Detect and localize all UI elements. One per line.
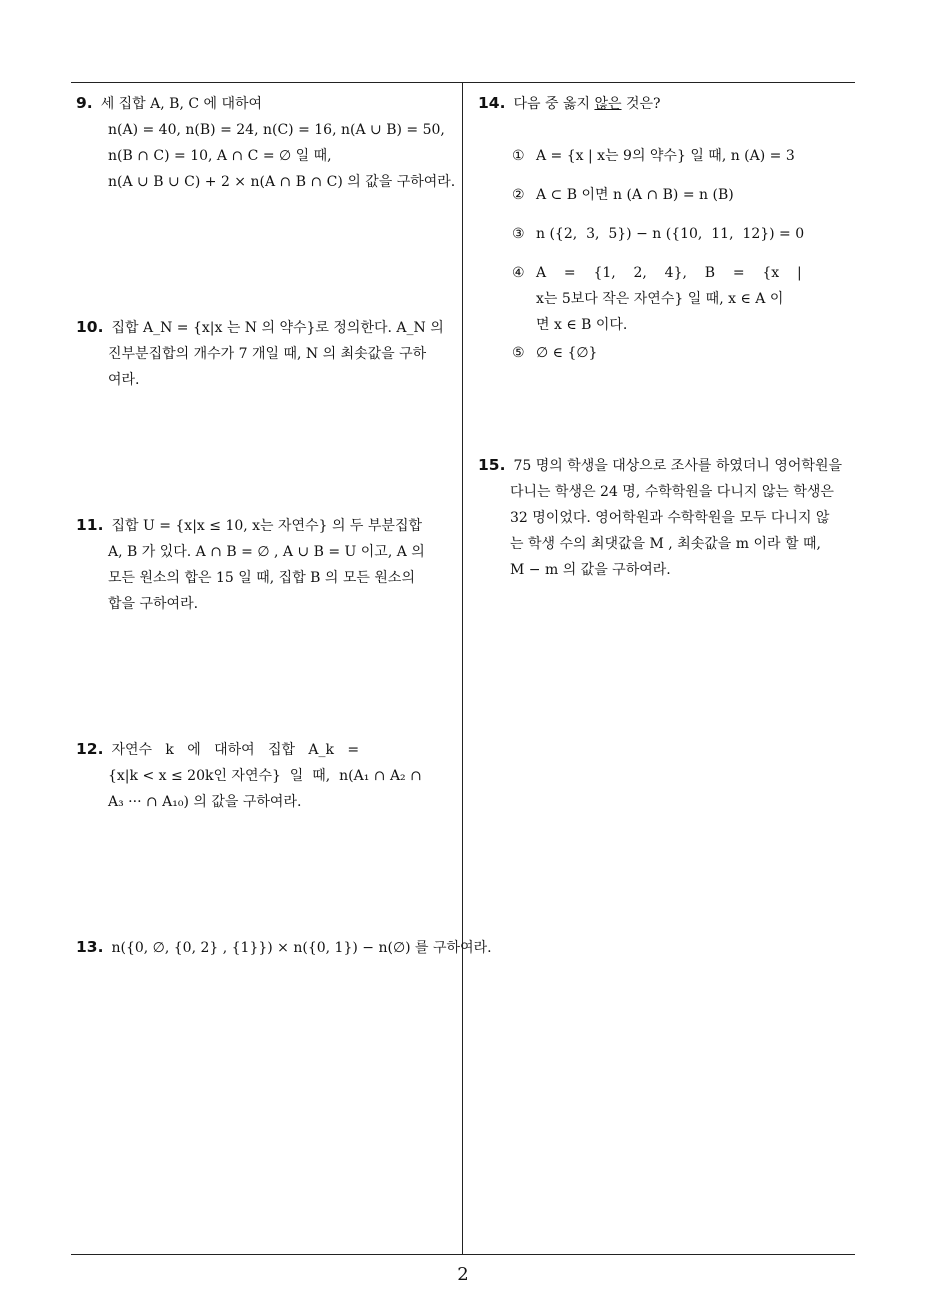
problem-text: 세 집합 A, B, C 에 대하여 bbox=[100, 96, 263, 112]
problem-text: 는 학생 수의 최댓값을 M , 최솟값을 m 이라 할 때, bbox=[510, 536, 821, 552]
page-number: 2 bbox=[457, 1264, 469, 1285]
choice-text: A = {1, 2, 4}, B = {x | bbox=[536, 265, 802, 281]
problem-15 bbox=[478, 452, 842, 583]
problem-number: 12. bbox=[76, 740, 104, 758]
column-divider bbox=[462, 83, 463, 1254]
problem-text: 집합 A_N = {x|x 는 N 의 약수}로 정의한다. A_N 의 bbox=[111, 320, 444, 336]
problem-text: 75 명의 학생을 대상으로 조사를 하였더니 영어학원을 bbox=[513, 458, 842, 474]
problem-11 bbox=[76, 512, 425, 617]
problem-number: 9. bbox=[76, 94, 93, 112]
problem-text: 합을 구하여라. bbox=[108, 596, 199, 612]
problem-text: 집합 U = {x|x ≤ 10, x는 자연수} 의 두 부분집합 bbox=[111, 518, 423, 534]
problem-number: 11. bbox=[76, 516, 104, 534]
choice-text: x는 5보다 작은 자연수} 일 때, x ∈ A 이 bbox=[536, 291, 784, 307]
choice-1 bbox=[512, 143, 795, 169]
choice-mark: ⑤ bbox=[512, 345, 525, 361]
underlined-word: 않은 bbox=[594, 96, 622, 112]
problem-10 bbox=[76, 314, 444, 393]
choice-2 bbox=[512, 182, 734, 208]
problem-text: 자연수 k 에 대하여 집합 A_k = bbox=[111, 742, 360, 758]
problem-number: 10. bbox=[76, 318, 104, 336]
problem-number: 15. bbox=[478, 456, 506, 474]
choice-3 bbox=[512, 221, 804, 247]
problem-number: 14. bbox=[478, 94, 506, 112]
choice-text: ∅ ∈ {∅} bbox=[536, 345, 598, 361]
problem-12 bbox=[76, 736, 422, 815]
choice-mark: ④ bbox=[512, 265, 525, 281]
problem-text: 모든 원소의 합은 15 일 때, 집합 B 의 모든 원소의 bbox=[108, 570, 415, 586]
choice-text: 면 x ∈ B 이다. bbox=[536, 317, 628, 333]
problem-text: n(B ∩ C) = 10, A ∩ C = ∅ 일 때, bbox=[108, 148, 332, 164]
choice-mark: ① bbox=[512, 148, 525, 164]
problem-text: 여라. bbox=[108, 372, 140, 388]
problem-13 bbox=[76, 934, 492, 961]
problem-14 bbox=[478, 90, 661, 117]
problem-number: 13. bbox=[76, 938, 104, 956]
problem-text: 진부분집합의 개수가 7 개일 때, N 의 최솟값을 구하 bbox=[108, 346, 427, 362]
bottom-rule bbox=[71, 1254, 855, 1255]
problem-text: n({0, ∅, {0, 2} , {1}}) × n({0, 1}) − n(∅) 를 구하여라. bbox=[111, 940, 492, 956]
problem-text: n(A) = 40, n(B) = 24, n(C) = 16, n(A ∪ B) = 50, bbox=[108, 122, 445, 138]
choice-mark: ② bbox=[512, 187, 525, 203]
problem-text: 다니는 학생은 24 명, 수학학원을 다니지 않는 학생은 bbox=[510, 484, 834, 500]
choice-mark: ③ bbox=[512, 226, 525, 242]
top-rule bbox=[71, 82, 855, 83]
choice-text: A ⊂ B 이면 n (A ∩ B) = n (B) bbox=[536, 187, 734, 203]
problem-text: A₃ ··· ∩ A₁₀) 의 값을 구하여라. bbox=[108, 794, 302, 810]
problem-text: A, B 가 있다. A ∩ B = ∅ , A ∪ B = U 이고, A 의 bbox=[108, 544, 425, 560]
choice-text: A = {x | x는 9의 약수} 일 때, n (A) = 3 bbox=[536, 148, 795, 164]
problem-9 bbox=[76, 90, 455, 195]
problem-stem-end: 것은? bbox=[621, 96, 661, 112]
choice-4 bbox=[512, 260, 802, 338]
problem-stem: 다음 중 옳지 bbox=[513, 96, 595, 112]
problem-text: M − m 의 값을 구하여라. bbox=[510, 562, 671, 578]
choice-5 bbox=[512, 340, 597, 366]
problem-text: {x|k < x ≤ 20k인 자연수} 일 때, n(A₁ ∩ A₂ ∩ bbox=[108, 768, 422, 784]
choice-text: n ({2, 3, 5}) − n ({10, 11, 12}) = 0 bbox=[536, 226, 805, 242]
problem-text: n(A ∪ B ∪ C) + 2 × n(A ∩ B ∩ C) 의 값을 구하여라. bbox=[108, 174, 456, 190]
problem-text: 32 명이었다. 영어학원과 수학학원을 모두 다니지 않 bbox=[510, 510, 830, 526]
